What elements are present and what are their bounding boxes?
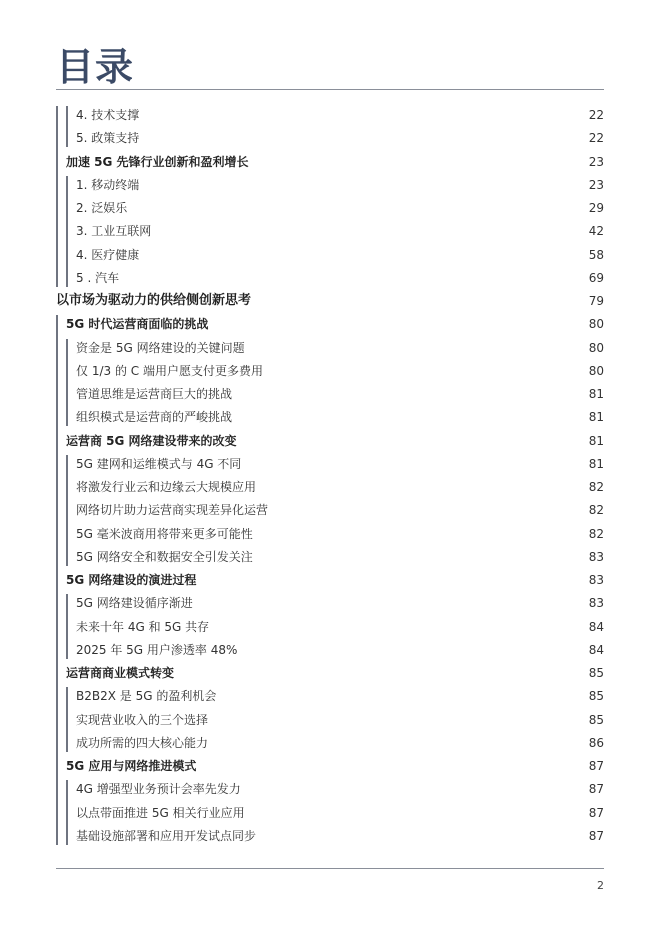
toc-entry-page: 29: [588, 201, 604, 215]
toc-entry[interactable]: [0, 639, 660, 661]
toc-entry-title: 5G 网络安全和数据安全引发关注: [76, 549, 253, 564]
toc-entry[interactable]: [0, 244, 660, 266]
toc-entry-title: 3. 工业互联网: [76, 224, 152, 239]
toc-entry-title: 5G 网络建设的演进过程: [66, 573, 197, 587]
toc-entry-title: 5G 毫米波商用将带来更多可能性: [76, 526, 253, 541]
toc-entry-page: 84: [588, 619, 604, 634]
toc-entry-title: 运营商 5G 网络建设带来的改变: [66, 433, 237, 448]
toc-indent-bar: [66, 106, 68, 147]
toc-entry-title: 5G 网络建设循序渐进: [76, 596, 193, 611]
toc-entry[interactable]: [0, 546, 660, 568]
toc-entry[interactable]: [0, 174, 660, 196]
toc-indent-bar: [66, 687, 68, 752]
toc-entry-page: 69: [588, 270, 604, 285]
toc-entry[interactable]: [0, 151, 660, 173]
toc-indent-bar: [56, 315, 58, 845]
toc-entry-page: 81: [588, 433, 604, 448]
toc-entry-title: 仅 1/3 的 C 端用户愿支付更多费用: [76, 363, 263, 378]
toc-entry-page: 85: [588, 689, 604, 704]
toc-entry[interactable]: [0, 825, 660, 847]
toc-entry-page: 23: [588, 177, 604, 192]
toc-entry-title: 5G 应用与网络推进模式: [66, 759, 197, 773]
toc-entry-title: 4. 医疗健康: [76, 247, 140, 262]
toc-entry-page: 80: [588, 317, 604, 332]
toc-entry-page: 79: [588, 294, 604, 308]
toc-entry[interactable]: [0, 476, 660, 498]
toc-entry[interactable]: [0, 197, 660, 219]
toc-entry-title: 5 . 汽车: [76, 270, 120, 285]
toc-entry-page: 86: [588, 735, 604, 750]
toc-entry[interactable]: [0, 360, 660, 382]
toc-entry[interactable]: [0, 220, 660, 242]
toc-entry-title: 5G 建网和运维模式与 4G 不同: [76, 456, 242, 471]
toc-entry[interactable]: [0, 337, 660, 359]
toc-entry-page: 83: [588, 549, 604, 564]
toc-entry-page: 23: [588, 154, 604, 169]
toc-entry-title: 成功所需的四大核心能力: [76, 735, 209, 750]
toc-entry-page: 83: [588, 573, 604, 587]
toc-entry[interactable]: [0, 616, 660, 638]
toc-entry-page: 83: [588, 596, 604, 611]
toc-entry[interactable]: [0, 383, 660, 405]
toc-entry-title: 运营商商业模式转变: [66, 666, 175, 680]
toc-indent-bar: [66, 176, 68, 287]
page-title: 目录: [56, 45, 135, 89]
toc-indent-bar: [66, 594, 68, 659]
toc-entry[interactable]: [0, 267, 660, 289]
toc-entry-title: 加速 5G 先锋行业创新和盈利增长: [66, 154, 249, 169]
toc-entry[interactable]: [0, 313, 660, 335]
toc-entry[interactable]: [0, 685, 660, 707]
toc-entry[interactable]: [0, 453, 660, 475]
page-number: 2: [597, 879, 604, 892]
toc-entry-page: 87: [588, 759, 604, 773]
toc-entry-page: 80: [588, 340, 604, 355]
toc-entry-page: 85: [588, 712, 604, 727]
toc-entry-title: 管道思维是运营商巨大的挑战: [76, 387, 233, 401]
toc-entry-page: 82: [588, 480, 604, 494]
toc-entry[interactable]: [0, 290, 660, 312]
toc-entry[interactable]: [0, 499, 660, 521]
toc-entry[interactable]: [0, 127, 660, 149]
toc-entry-page: 85: [588, 666, 604, 680]
toc-indent-bar: [66, 455, 68, 566]
toc-entry-title: B2B2X 是 5G 的盈利机会: [76, 689, 217, 704]
toc-entry-page: 80: [588, 363, 604, 378]
toc-indent-bar: [66, 339, 68, 427]
toc-entry[interactable]: [0, 778, 660, 800]
toc-entry-title: 4G 增强型业务预计会率先发力: [76, 782, 241, 797]
toc-entry[interactable]: [0, 523, 660, 545]
toc-entry-title: 1. 移动终端: [76, 177, 140, 192]
toc-entry-title: 4. 技术支撑: [76, 108, 140, 122]
toc-entry-page: 22: [588, 108, 604, 122]
toc-entry-title: 5G 时代运营商面临的挑战: [66, 317, 209, 332]
toc-entry-page: 82: [588, 503, 604, 518]
toc-entry[interactable]: [0, 662, 660, 684]
toc-indent-bar: [56, 106, 58, 287]
toc-entry-page: 81: [588, 410, 604, 425]
bottom-divider: [56, 868, 604, 869]
toc-entry-title: 将激发行业云和边缘云大规模应用: [76, 480, 257, 494]
toc-entry[interactable]: [0, 406, 660, 428]
toc-entry-page: 81: [588, 387, 604, 401]
toc-entry[interactable]: [0, 732, 660, 754]
toc-entry-title: 资金是 5G 网络建设的关键问题: [76, 340, 245, 355]
toc-entry-title: 以点带面推进 5G 相关行业应用: [76, 805, 245, 820]
toc-entry-page: 87: [588, 782, 604, 797]
toc-entry-page: 58: [588, 247, 604, 262]
toc-entry-title: 5. 政策支持: [76, 131, 140, 146]
toc-entry-title: 2025 年 5G 用户渗透率 48%: [76, 642, 238, 657]
toc-entry[interactable]: [0, 104, 660, 126]
toc-entry-title: 2. 泛娱乐: [76, 201, 128, 215]
toc-entry-page: 42: [588, 224, 604, 239]
toc-entry[interactable]: [0, 569, 660, 591]
toc-entry-page: 87: [588, 828, 604, 843]
toc-entry-page: 87: [588, 805, 604, 820]
toc-entry[interactable]: [0, 755, 660, 777]
toc-entry[interactable]: [0, 709, 660, 731]
toc-entry-page: 22: [588, 131, 604, 146]
toc-entry-page: 81: [588, 456, 604, 471]
toc-entry-title: 实现营业收入的三个选择: [76, 712, 209, 727]
toc-entry[interactable]: [0, 802, 660, 824]
toc-entry-title: 未来十年 4G 和 5G 共存: [76, 619, 210, 634]
toc-entry[interactable]: [0, 430, 660, 452]
toc-entry-title: 基础设施部署和应用开发试点同步: [76, 828, 257, 843]
toc-indent-bar: [66, 780, 68, 845]
toc-entry[interactable]: [0, 592, 660, 614]
toc-entry-title: 网络切片助力运营商实现差异化运营: [76, 503, 269, 518]
toc-entry-title: 以市场为驱动力的供给侧创新思考: [56, 293, 252, 308]
toc-entry-page: 82: [588, 526, 604, 541]
toc-entry-page: 84: [588, 642, 604, 657]
toc-entry-title: 组织模式是运营商的严峻挑战: [76, 410, 233, 425]
